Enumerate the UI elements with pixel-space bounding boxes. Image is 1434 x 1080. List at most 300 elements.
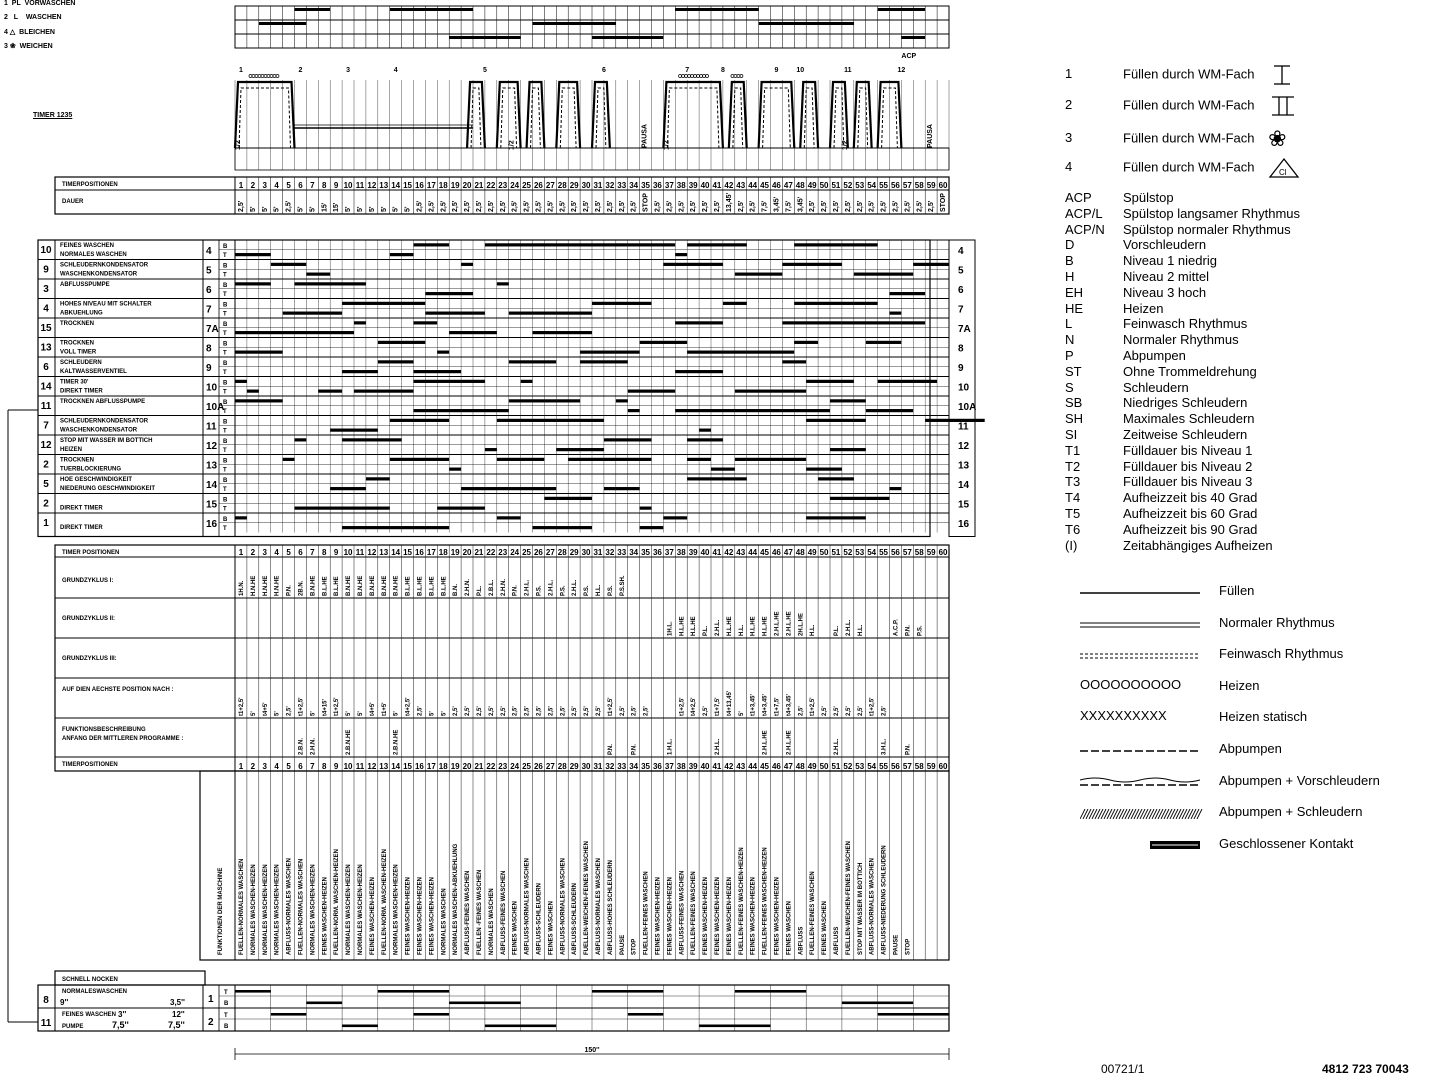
closed-contact-bar	[592, 302, 652, 305]
grundzyklus1-value: 2.H.L.	[524, 579, 531, 596]
cam-id-right: 10A	[958, 402, 977, 413]
closed-contact-bar	[830, 448, 866, 451]
closed-contact-bar	[687, 438, 723, 441]
next-position-value: 2,5'	[595, 706, 602, 716]
contact-b: B	[223, 517, 228, 523]
grundzyklus1-value: B.N.HE	[346, 575, 353, 596]
grundzyklus1-value: H.N.HE	[274, 575, 281, 596]
dauer-value: 2,5'	[690, 200, 698, 212]
line-legend-label: Abpumpen + Schleudern	[1219, 804, 1363, 820]
dauer-value: 2,5'	[630, 200, 638, 212]
position-number: 35	[641, 762, 651, 771]
grundzyklus2-value: H.L.	[857, 624, 864, 636]
next-position-value: t4+2,5'	[691, 697, 698, 716]
position-number: 23	[498, 762, 508, 771]
closed-contact-bar	[306, 282, 354, 285]
line-legend-sample	[1080, 618, 1205, 628]
schnell-contact-bar	[628, 1013, 664, 1016]
dauer-value: 2,5'	[916, 200, 924, 212]
cam-id: 10	[206, 382, 218, 394]
cam-id-right: 10	[958, 382, 970, 394]
closed-contact-bar	[342, 526, 402, 529]
closed-contact-bar	[544, 497, 556, 500]
cam-table-frame	[38, 240, 930, 537]
curve-mark: 7	[685, 67, 690, 74]
position-number: 19	[450, 548, 460, 557]
position-number: 40	[700, 762, 710, 771]
position-number: 22	[486, 181, 496, 190]
next-position-value: 5'	[738, 711, 745, 716]
function-description-value: 2.B.N.	[298, 737, 305, 755]
next-position-value: t1+7,5'	[774, 697, 781, 716]
dauer-value: 2,5'	[844, 200, 852, 212]
heating-loop	[270, 75, 273, 78]
dauer-value: 3,45'	[773, 196, 781, 212]
abbreviation-key: H	[1065, 269, 1075, 284]
schnell-contact-bar	[378, 990, 449, 993]
next-position-value: 2,5'	[524, 706, 531, 716]
closed-contact-bar	[247, 390, 259, 393]
cam-id-right: 15	[958, 499, 970, 511]
closed-contact-bar	[890, 292, 926, 295]
closed-contact-bar	[556, 419, 604, 422]
position-number: 38	[676, 181, 686, 190]
line-legend-label: Abpumpen	[1219, 741, 1282, 756]
heating-loop	[734, 75, 737, 78]
position-number: 54	[867, 548, 877, 557]
closed-contact-bar	[604, 487, 616, 490]
machine-function: ABFLUSS	[798, 926, 805, 955]
lower-row-label: TIMER POSITIONEN	[62, 550, 120, 556]
closed-contact-bar	[782, 321, 842, 324]
dauer-value: 2,5'	[594, 200, 602, 212]
fill-pulse	[854, 82, 872, 148]
curve-mark: 10	[796, 67, 805, 74]
dauer-value: 2,5'	[571, 200, 579, 212]
line-legend-sample	[1080, 649, 1205, 659]
closed-contact-bar	[330, 487, 354, 490]
timer-label: TIMER 1235	[33, 112, 73, 119]
abbreviation-key: SB	[1065, 395, 1083, 411]
next-position-value: 2,5'	[536, 706, 543, 716]
next-position-value: 2,5'	[488, 706, 495, 716]
position-number: 40	[700, 181, 710, 190]
curve-mark: 5	[482, 67, 487, 74]
position-number: 27	[545, 762, 555, 771]
closed-contact-bar	[675, 370, 723, 373]
flower-icon: ❀	[1268, 126, 1287, 151]
next-position-value: t1+3,45'	[750, 694, 757, 716]
dauer-value: 2,5'	[892, 200, 900, 212]
legend-bleichen: 4 △ BLEICHEN	[4, 29, 55, 36]
heating-loop	[703, 75, 706, 78]
grundzyklus2-value: 2.H.L.HE	[774, 611, 781, 636]
position-number: 33	[617, 762, 627, 771]
position-number: 18	[438, 548, 448, 557]
abbreviation-key: EH	[1065, 284, 1084, 300]
heating-loop	[691, 75, 694, 78]
position-number: 17	[426, 762, 436, 771]
cam-id: 6	[206, 285, 212, 296]
cam-id: 15	[206, 499, 218, 511]
machine-function: NORMALES WASCHEN-HEIZEN	[310, 864, 317, 955]
position-number: 15	[403, 762, 413, 771]
cam-id-right: 9	[958, 363, 964, 374]
machine-function: FUELLEN-NORMALES WASCHEN	[238, 858, 245, 955]
position-number: 51	[831, 548, 841, 557]
heating-loop	[679, 75, 682, 78]
contact-t: T	[223, 487, 227, 493]
closed-contact-bar	[794, 243, 842, 246]
closed-contact-bar	[235, 282, 271, 285]
closed-contact-bar	[640, 507, 652, 510]
position-number: 22	[486, 762, 496, 771]
machine-function: STOP MIT WASSER IM BOTTICH	[857, 862, 864, 955]
fill-pulse	[592, 82, 610, 148]
closed-contact-bar	[913, 263, 949, 266]
next-position-value: 5'	[274, 711, 281, 716]
position-number: 25	[522, 548, 532, 557]
next-position-value: t1+2,5'	[238, 697, 245, 716]
machine-function: FUELLEN-WEICHEN-FEINES WASCHEN	[845, 841, 852, 955]
closed-contact-bar	[890, 312, 902, 315]
machine-function: PAUSE	[619, 934, 626, 955]
contact-b: B	[223, 439, 228, 445]
cam-id: 16	[206, 519, 218, 530]
closed-contact-bar	[675, 253, 687, 256]
closed-contact-bar	[366, 477, 390, 480]
cam-id-right: 6	[958, 285, 964, 296]
grundzyklus1-value: B.L.HE	[334, 576, 341, 596]
closed-contact-bar	[830, 399, 866, 402]
machine-function: FEINES WASCHEN-HEIZEN	[322, 876, 329, 955]
cam-id: 10A	[206, 402, 225, 413]
grundzyklus1-value: 2.H.N.	[465, 578, 472, 596]
cam-id-right: 14	[958, 480, 970, 491]
position-number: 34	[629, 548, 639, 557]
cam-number: 13	[40, 342, 52, 354]
position-number: 58	[914, 548, 924, 557]
closed-contact-bar	[497, 419, 557, 422]
closed-contact-bar	[794, 341, 818, 344]
position-number: 56	[890, 762, 900, 771]
position-number: 2	[250, 762, 256, 771]
dauer-value: 2,5'	[499, 200, 507, 212]
grundzyklus2-value: P.L.	[703, 625, 710, 636]
position-number: 6	[298, 548, 303, 557]
schnell-time: 3''	[118, 1010, 127, 1019]
position-number: 8	[322, 181, 327, 190]
closed-contact-bar	[806, 516, 866, 519]
cam-id: 7	[206, 304, 212, 316]
closed-contact-bar	[556, 448, 604, 451]
cam-id-right: 5	[958, 265, 964, 277]
grundzyklus1-value: 2.H.L.	[572, 579, 579, 596]
closed-contact-bar	[628, 243, 676, 246]
dauer-value: 2,5'	[702, 200, 710, 212]
abbreviation-row	[1065, 206, 1300, 221]
schnell-nocken-table	[38, 971, 949, 1060]
closed-contact-bar	[402, 526, 450, 529]
fill-pulse	[800, 82, 818, 148]
machine-function: FEINES WASCHEN	[548, 900, 555, 955]
position-number: 32	[605, 181, 615, 190]
machine-functions-label: FUNKTIONEN DER MASCHINE	[218, 867, 224, 955]
machine-function: FUELLEN-NORM. WASCHEN-HEIZEN	[381, 849, 388, 955]
abbreviation-key: ACP	[1065, 190, 1092, 205]
function-description-value: P.N.	[905, 744, 912, 755]
closed-contact-bar	[782, 360, 806, 363]
grundzyklus1-value: P.L.	[476, 585, 483, 596]
position-number: 51	[831, 762, 841, 771]
closed-contact-bar	[616, 399, 628, 402]
cam-id: 14	[206, 480, 218, 491]
grundzyklus1-value: B.N.HE	[369, 575, 376, 596]
contact-b: B	[223, 458, 228, 465]
cam-id-right: 12	[958, 441, 970, 452]
abbreviation-value: Niedriges Schleudern	[1123, 395, 1248, 411]
line-legend-sample: OOOOOOOOOO	[1080, 676, 1182, 692]
position-number: 9	[333, 548, 339, 557]
triangle-icon: △	[9, 29, 16, 36]
abbreviation-key: T6	[1065, 521, 1081, 537]
closed-contact-bar	[497, 516, 521, 519]
abbreviation-row	[1065, 380, 1189, 395]
closed-contact-bar	[616, 487, 640, 490]
position-number: 21	[474, 762, 484, 771]
closed-contact-bar	[854, 419, 866, 422]
legend-weichen: 3 ❀ WEICHEN	[4, 43, 53, 50]
function-description-value: 2.H.L.	[714, 738, 721, 755]
contact-t: T	[223, 467, 227, 474]
abbreviation-row	[1065, 190, 1174, 205]
machine-function: FUELLEN-NORM. WASCHEN-HEIZEN	[334, 849, 341, 955]
next-position-value: 5'	[250, 711, 257, 716]
position-number: 14	[391, 181, 401, 190]
abbreviation-value: Fülldauer bis Niveau 2	[1123, 458, 1253, 474]
abbreviation-value: Aufheizzeit bis 90 Grad	[1123, 521, 1258, 537]
fill-legend-2: 2 Füllen durch WM-Fach	[1065, 95, 1296, 117]
schnell-contact-bar	[414, 1013, 450, 1016]
closed-contact-bar	[842, 243, 878, 246]
line-legend-label: Normaler Rhythmus	[1219, 614, 1335, 630]
closed-contact-bar	[414, 370, 462, 373]
position-number: 28	[557, 181, 567, 190]
grundzyklus2-value: P.N.	[905, 625, 912, 636]
line-legend-label: Füllen	[1219, 583, 1255, 598]
heating-loop	[264, 75, 267, 78]
function-description-value: P.N.	[607, 744, 614, 755]
position-number: 43	[736, 762, 746, 771]
position-number: 59	[926, 762, 936, 771]
top-strip-contact	[675, 8, 758, 11]
closed-contact-bar	[509, 360, 557, 363]
position-number: 50	[819, 181, 829, 190]
closed-contact-bar	[854, 273, 914, 276]
position-number: 7	[310, 762, 315, 771]
duration-label: 150''	[584, 1047, 600, 1054]
closed-contact-bar	[556, 399, 580, 402]
cam-function-b: HEIZEN	[60, 447, 83, 453]
position-number: 21	[474, 548, 484, 557]
position-number: 47	[783, 181, 793, 190]
cam-function-a: HOE GESCHWINDIGKEIT	[60, 477, 133, 483]
position-number: 16	[414, 548, 424, 557]
function-description-value: 2.H.L.	[833, 738, 840, 755]
abbreviation-row	[1065, 222, 1291, 237]
position-number: 49	[807, 762, 817, 771]
dauer-value: 2,5'	[535, 200, 543, 212]
grundzyklus2-value: P.S.	[917, 625, 924, 636]
position-number: 31	[593, 762, 603, 771]
closed-contact-bar	[235, 331, 295, 334]
dauer-value: 5'	[404, 206, 412, 212]
closed-contact-bar	[425, 380, 485, 383]
position-number: 11	[355, 762, 365, 771]
closed-contact-bar	[782, 263, 842, 266]
line-legend-sample	[1080, 744, 1205, 754]
position-number: 53	[855, 181, 865, 190]
dauer-value: 2,5'	[511, 200, 519, 212]
schnell-num: 8	[43, 995, 49, 1006]
dauer-value: 5'	[249, 206, 257, 212]
cam-function-b: ABKUEHLUNG	[60, 310, 103, 317]
closed-contact-bar	[687, 458, 711, 461]
position-number: 31	[593, 548, 603, 557]
position-number: 33	[617, 181, 627, 190]
acp-mark: ACP	[901, 53, 917, 60]
closed-contact-bar	[663, 516, 687, 519]
position-number: 58	[914, 181, 924, 190]
grundzyklus1-value: 2.H.L.	[548, 579, 555, 596]
closed-contact-bar	[580, 360, 628, 363]
line-legend-label: Feinwasch Rhythmus	[1219, 646, 1344, 662]
dauer-value: 2,5'	[654, 200, 662, 212]
dauer-value: 2,5'	[464, 200, 472, 212]
position-number: 55	[879, 548, 889, 557]
position-number: 9	[333, 762, 339, 771]
next-position-value: 5'	[357, 711, 364, 716]
closed-contact-bar	[414, 409, 462, 412]
closed-contact-bar	[295, 438, 307, 441]
dauer-value: 13,45'	[725, 192, 733, 212]
grundzyklus1-value: P.S.	[560, 585, 567, 596]
grundzyklus2-value: H.L.HE	[679, 616, 686, 636]
dauer-value: 2,5'	[868, 200, 876, 212]
grundzyklus1-value: B.N.HE	[310, 575, 317, 596]
next-position-value: t1+2,5'	[334, 697, 341, 716]
closed-contact-bar	[687, 243, 747, 246]
abbreviation-value: Spülstop normaler Rhythmus	[1123, 221, 1291, 237]
cam-function-a: TIMER 30'	[60, 379, 89, 386]
closed-contact-bar	[235, 380, 247, 383]
dauer-value: 2,5'	[559, 200, 567, 212]
dauer-value: 2,5'	[440, 200, 448, 212]
position-number: 25	[522, 181, 532, 190]
drain-pulse	[596, 88, 606, 148]
contact-b: B	[223, 302, 228, 309]
position-number: 20	[462, 762, 472, 771]
cam-number: 7	[43, 420, 49, 432]
closed-contact-bar	[533, 312, 593, 315]
machine-function: FUELLEN-NORMALES WASCHEN	[298, 858, 305, 955]
position-number: 16	[414, 762, 424, 771]
dauer-value: 2,5'	[928, 200, 936, 212]
closed-contact-bar	[521, 380, 533, 383]
position-number: 13	[379, 181, 389, 190]
position-number: 21	[474, 181, 484, 190]
machine-function: FUELLEN-FEINES WASCHEN	[643, 871, 650, 955]
position-number: 41	[712, 181, 722, 190]
abbreviation-row	[1065, 459, 1252, 474]
heating-loop	[697, 75, 700, 78]
machine-function: NORMALES WASCHEN-HEIZEN	[250, 864, 257, 955]
closed-contact-bar	[735, 390, 795, 393]
abbreviation-key: B	[1065, 253, 1074, 269]
cam-id: 9	[206, 363, 212, 374]
machine-function: ABFLUSS-FEINES WASCHEN	[500, 870, 507, 955]
position-number: 4	[274, 548, 279, 557]
grundzyklus1-value: B.N.	[453, 584, 460, 596]
next-position-value: 2,5'	[584, 706, 591, 716]
machine-function: FUELLEN-FEINES WASCHEN	[691, 871, 698, 955]
next-position-value: t1+2,5'	[869, 697, 876, 716]
contact-t: T	[223, 331, 227, 337]
cam-function-a: SCHLEUDERN	[60, 360, 102, 366]
contact-t: T	[223, 350, 227, 357]
next-position-value: 2,5'	[548, 706, 555, 716]
position-number: 6	[298, 181, 303, 190]
position-number: 57	[902, 762, 912, 771]
cam-function-b: WASCHENKONDENSATOR	[60, 271, 138, 278]
cam-function-b: DIREKT TIMER	[60, 388, 103, 395]
position-number: 42	[724, 181, 734, 190]
next-position-value: 5'	[429, 711, 436, 716]
contact-t: T	[223, 526, 227, 532]
position-number: 54	[867, 181, 877, 190]
closed-contact-bar	[568, 458, 604, 461]
lower-row-label: AUF DIEN AECHSTE POSITION NACH :	[62, 687, 174, 693]
heating-loop	[261, 75, 264, 78]
position-number: 15	[403, 181, 413, 190]
cam-id-right: 4	[958, 246, 964, 257]
position-number: 12	[367, 762, 377, 771]
abbreviation-value: Niveau 2 mittel	[1123, 269, 1209, 284]
abbreviation-row	[1065, 364, 1257, 379]
cam-function-a: ABFLUSSPUMPE	[60, 282, 110, 288]
closed-contact-bar	[890, 341, 902, 344]
grundzyklus2-value: P.L.	[833, 625, 840, 636]
lower-row-label: FUNKTIONSBESCHREIBUNG	[62, 727, 146, 733]
closed-contact-bar	[878, 341, 890, 344]
dauer-value: 2,5'	[523, 200, 531, 212]
closed-contact-bar	[640, 526, 664, 529]
single-compartment-icon	[1270, 64, 1294, 86]
grundzyklus1-value: B.L.HE	[429, 576, 436, 596]
closed-contact-bar	[699, 429, 711, 432]
grundzyklus1-value: B.L.HE	[441, 576, 448, 596]
closed-contact-bar	[437, 507, 485, 510]
heating-loop	[688, 75, 691, 78]
machine-function: ABFLUSS-NORMALES WASCHEN	[869, 858, 876, 955]
contact-b: B	[223, 361, 228, 367]
dauer-value: 2,5'	[452, 200, 460, 212]
next-position-value: 2,5'	[500, 706, 507, 716]
position-number: 14	[391, 762, 401, 771]
next-position-value: t1+2,5'	[607, 697, 614, 716]
next-position-value: 2,5'	[631, 706, 638, 716]
abbreviation-key: D	[1065, 237, 1075, 253]
